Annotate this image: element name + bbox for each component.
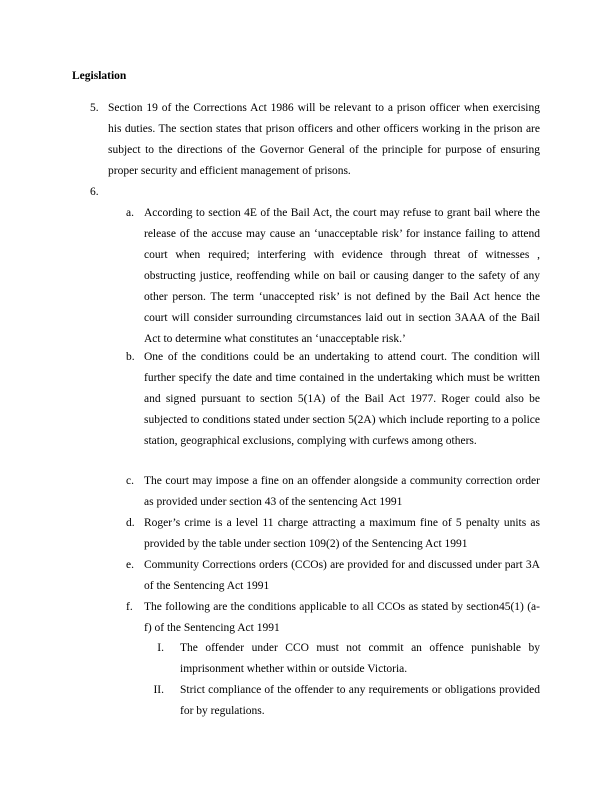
subitem-e-text: Community Corrections orders (CCOs) are provided for and discussed under part 3A of the Sentencing Act 1991 <box>144 559 540 592</box>
item-number-6: 6. <box>90 186 99 198</box>
subitem-marker-c: c. <box>126 475 134 487</box>
subitem-f-text: The following are the conditions applicable to all CCOs as stated by section45(1) (a-f) of the Sentencing Act 1991 <box>144 601 540 634</box>
condition-marker-i: I. <box>157 642 164 654</box>
subitem-marker-e: e. <box>126 559 134 571</box>
subitem-d-text: Roger’s crime is a level 11 charge attracting a maximum fine of 5 penalty units as provided by the table under section 109(2) of the Sentencing Act 1991 <box>144 517 540 550</box>
subitem-b-text: One of the conditions could be an undertaking to attend court. The condition will further specify the date and time contained in the undertaking which must be written and signed pursuant to section 5(1A) of the Bail Act 1977. Roger could also be subjected to conditions stated under section 5(2A) which include reporting to a police station, geographical exclusions, complying with curfews among others. <box>144 351 540 447</box>
section-heading: Legislation <box>72 70 127 82</box>
condition-marker-ii: II. <box>153 684 164 696</box>
condition-ii-text: Strict compliance of the offender to any requirements or obligations provided for by regulations. <box>180 684 540 717</box>
subitem-a-text: According to section 4E of the Bail Act, the court may refuse to grant bail where the release of the accuse may cause an ‘unacceptable risk’ for instance failing to attend court when required; interfering with evidence through threat of witnesses , obstructing justice, reoffending while on bail or causing danger to the safety of any other person. The term ‘unaccepted risk’ is not defined by the Bail Act hence the court will consider surrounding circumstances laid out in section 3AAA of the Bail Act to determine what constitutes an ‘unacceptable risk.’ <box>144 207 540 345</box>
subitem-c-text: The court may impose a fine on an offender alongside a community correction order as provided under section 43 of the sentencing Act 1991 <box>144 475 540 508</box>
subitem-marker-b: b. <box>126 351 135 363</box>
item-5-text: Section 19 of the Corrections Act 1986 will be relevant to a prison officer when exercising his duties. The section states that prison officers and other officers working in the prison are subject to the directions of the Governor General of the principle for purpose of ensuring proper security and efficient management of prisons. <box>108 102 540 177</box>
subitem-marker-d: d. <box>126 517 135 529</box>
subitem-marker-a: a. <box>126 207 134 219</box>
item-number-5: 5. <box>90 102 99 114</box>
condition-i-text: The offender under CCO must not commit an offence punishable by imprisonment whether within or outside Victoria. <box>180 642 540 675</box>
subitem-marker-f: f. <box>126 601 133 613</box>
